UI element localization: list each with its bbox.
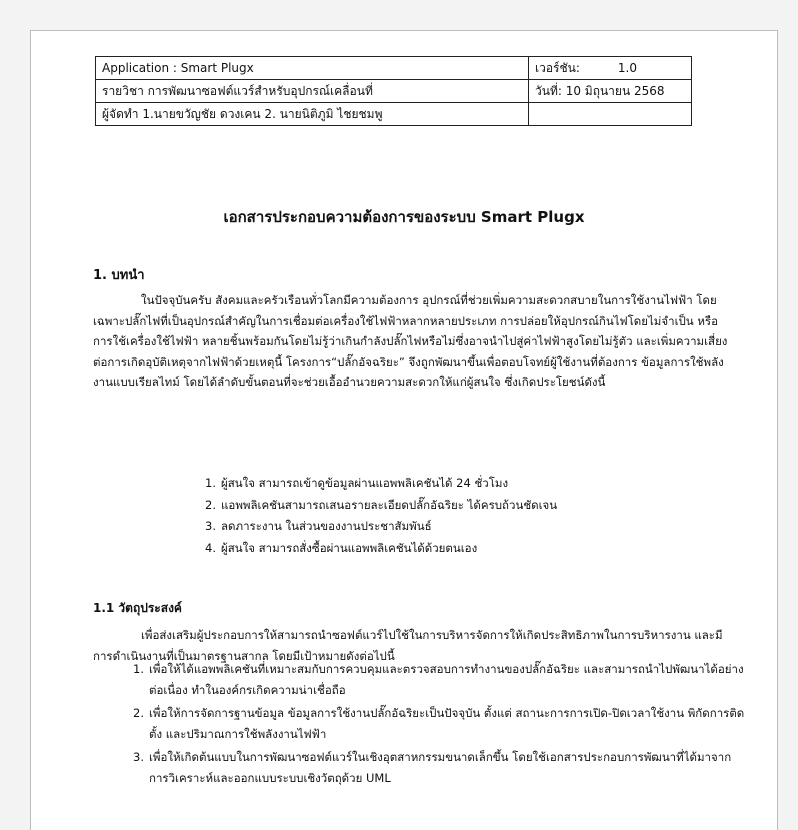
list-item: 4. ผู้สนใจ สามารถสั่งซื้อผ่านแอพพลิเคชันได้ด้วยตนเอง — [205, 540, 478, 555]
introduction-paragraph — [93, 290, 733, 393]
objectives-paragraph-text: เพื่อส่งเสริมผู้ประกอบการให้สามารถนำซอฟต์แวร์ไปใช้ในการบริหารจัดการให้เกิดประสิทธิภาพในการบริหารงาน และมีการดำเนินงานที่เป็นมาตรฐานสากล โดยมีเป้าหมายดังต่อไปนี้ — [93, 628, 723, 663]
introduction-paragraph-text: ในปัจจุบันครับ สังคมและครัวเรือนทั่วโลกมีความต้องการ อุปกรณ์ที่ช่วยเพิ่มความสะดวกสบายในการใช้งานไฟฟ้า โดยเฉพาะปลั๊กไฟที่เป็นอุปกรณ์สำคัญในการเชื่อมต่อเครื่องใช้ไฟฟ้าหลากหลายประเภท การปล่อยให้อุปกรณ์กินไฟโดยไม่จำเป็น หรือการใช้เครื่องใช้ไฟฟ้า หลายชิ้นพร้อมกันโดยไม่รู้ว่าเกินกำลังปลั๊กไฟหรือไม่ซึ่งอาจนำไปสู่ค่าไฟฟ้าสูงโดยไม่รู้ตัว และเพิ่มความเสี่ยงต่อการเกิดอุบัติเหตุจากไฟฟ้าด้วยเหตุนี้ โครงการ“ปลั๊กอัจฉริยะ” จึงถูกพัฒนาขึ้นเพื่อตอบโจทย์ผู้ใช้งานที่ต้องการ ข้อมูลการใช้พลังงานแบบเรียลไทม์ โดยได้ลำดับขั้นตอนที่จะช่วยเอื้ออำนวยความสะดวกให้แก่ผู้สนใจ ซึ่งเกิดประโยชน์ดังนี้ — [93, 293, 728, 390]
list-item: 2. แอพพลิเคชันสามารถเสนอรายละเอียดปลั๊กอัฉริยะ ได้ครบถ้วนชัดเจน — [205, 497, 558, 512]
list-item: 3. เพื่อให้เกิดต้นแบบในการพัฒนาซอฟต์แวร์ในเชิงอุตสาหกรรมขนาดเล็กขึ้น โดยใช้เอกสารประกอบการพัฒนาที่ได้มาจากการวิเคราะห์และออกแบบระบบเชิงวัตถุด้วย UML — [133, 750, 732, 785]
list-item: 1. เพื่อให้ได้แอพพลิเคชันที่เหมาะสมกับการควบคุมและตรวจสอบการทำงานของปลั๊กอัฉริยะ และสามารถนำไปพัฒนาได้อย่างต่อเนื่อง ทำในองค์กรเกิดความน่าเชื่อถือ — [133, 662, 744, 697]
version-cell — [529, 57, 692, 80]
course-cell: รายวิชา การพัฒนาซอฟต์แวร์สำหรับอุปกรณ์เคลื่อนที่ — [96, 80, 529, 103]
version-label: เวอร์ชัน: — [535, 61, 580, 75]
section-heading-introduction: 1. บทนำ — [93, 268, 145, 283]
list-item: 3. ลดภาระงาน ในส่วนของงานประชาสัมพันธ์ — [205, 519, 432, 534]
list-item: 2. เพื่อให้การจัดการฐานข้อมูล ข้อมูลการใช้งานปลั๊กอัฉริยะเป็นปัจจุบัน ตั้งแต่ สถานะการการเปิด-ปิดเวลาใช้งาน พิกัดการติดตั้ง และปริมาณการใช้พลังงานไฟฟ้า — [133, 706, 745, 741]
authors-cell: ผู้จัดทำ 1.นายขวัญชัย ดวงเคน 2. นายนิติภูมิ ไชยชมพู — [96, 103, 529, 126]
document-title: เอกสารประกอบความต้องการของระบบ Smart Plugx — [223, 208, 585, 226]
list-item: 1. ผู้สนใจ สามารถเข้าดูข้อมูลผ่านแอพพลิเคชันได้ 24 ชั่วโมง — [205, 476, 509, 490]
document-page — [30, 30, 778, 830]
application-cell: Application : Smart Plugx — [96, 57, 529, 80]
empty-cell — [529, 103, 692, 126]
benefits-list — [205, 473, 741, 559]
objectives-list — [133, 659, 749, 792]
version-value: 1.0 — [617, 61, 637, 75]
date-cell: วันที่: 10 มิถุนายน 2568 — [529, 80, 692, 103]
document-header-table — [95, 56, 692, 126]
section-heading-objectives: 1.1 วัตถุประสงค์ — [93, 601, 182, 615]
